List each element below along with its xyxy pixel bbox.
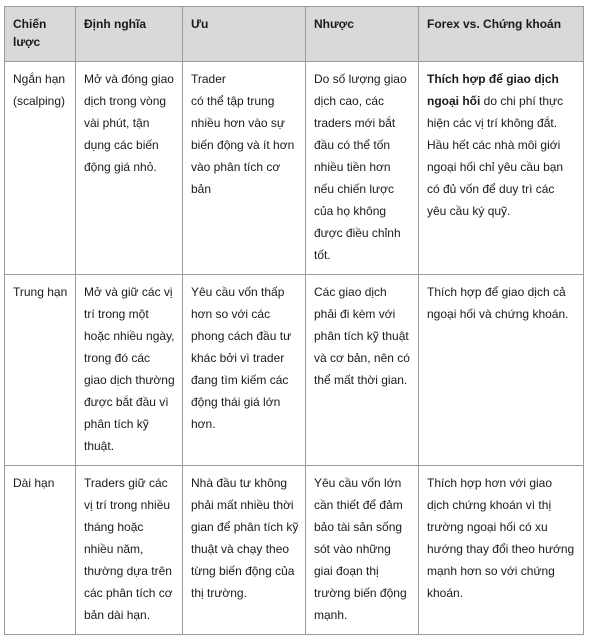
cell-definition: Traders giữ các vị trí trong nhiều tháng hoặc nhiều năm, thường dựa trên các phân tích cơ bản dài hạn. <box>76 466 183 635</box>
strategy-comparison-table <box>4 6 584 635</box>
cell-cons: Yêu cầu vốn lớn cần thiết để đảm bảo tài sản sống sót vào những giai đoạn thị trường biến động mạnh. <box>306 466 419 635</box>
header-strategy: Chiến lược <box>5 7 76 62</box>
strategy-subname: (scalping) <box>13 94 66 108</box>
cell-definition: Mở và giữ các vị trí trong một hoặc nhiều ngày, trong đó các giao dịch thường được bắt đầu vì phân tích kỹ thuật. <box>76 275 183 466</box>
strategy-table-container <box>4 6 583 635</box>
cell-cons: Do số lượng giao dịch cao, các traders mới bắt đầu có thể tốn nhiều tiền hơn nếu chiến lược của họ không được điều chỉnh tốt. <box>306 62 419 275</box>
cell-strategy <box>5 62 76 275</box>
cell-pros: Nhà đầu tư không phải mất nhiều thời gian để phân tích kỹ thuật và chạy theo từng biến động của thị trường. <box>183 466 306 635</box>
cell-forex: Thích hợp hơn với giao dịch chứng khoán vì thị trường ngoại hối có xu hướng thay đổi theo hướng mạnh hơn so với chứng khoán. <box>419 466 584 635</box>
cell-pros <box>183 62 306 275</box>
table-header-row <box>5 7 584 62</box>
strategy-name: Ngắn hạn <box>13 72 66 86</box>
cell-forex <box>419 62 584 275</box>
pros-line-1: Trader <box>191 72 226 86</box>
header-cons: Nhược <box>306 7 419 62</box>
cell-strategy: Trung hạn <box>5 275 76 466</box>
forex-text: do chi phí thực hiện các vị trí không đắt. Hầu hết các nhà môi giới ngoại hối chỉ yêu cầu bạn có đủ vốn để duy trì các yêu cầu ký quỹ. <box>427 94 564 218</box>
forex-emphasis: Thích hợp để giao dịch ngoại hối <box>427 72 559 108</box>
pros-line-2: có thể tập trung nhiều hơn vào sự biến động và ít hơn vào phân tích cơ bản <box>191 94 295 196</box>
cell-definition: Mở và đóng giao dịch trong vòng vài phút, tận dụng các biến động giá nhỏ. <box>76 62 183 275</box>
cell-pros: Yêu cầu vốn thấp hơn so với các phong cách đầu tư khác bởi vì trader đang tìm kiếm các động thái giá lớn hơn. <box>183 275 306 466</box>
table-row-medium-term <box>5 275 584 466</box>
header-forex-vs-stocks: Forex vs. Chứng khoán <box>419 7 584 62</box>
cell-strategy: Dài hạn <box>5 466 76 635</box>
table-row-long-term <box>5 466 584 635</box>
cell-forex: Thích hợp để giao dịch cả ngoại hối và chứng khoán. <box>419 275 584 466</box>
header-definition: Định nghĩa <box>76 7 183 62</box>
header-pros: Ưu <box>183 7 306 62</box>
table-row-short-term <box>5 62 584 275</box>
cell-cons: Các giao dịch phải đi kèm với phân tích kỹ thuật và cơ bản, nên có thể mất thời gian. <box>306 275 419 466</box>
